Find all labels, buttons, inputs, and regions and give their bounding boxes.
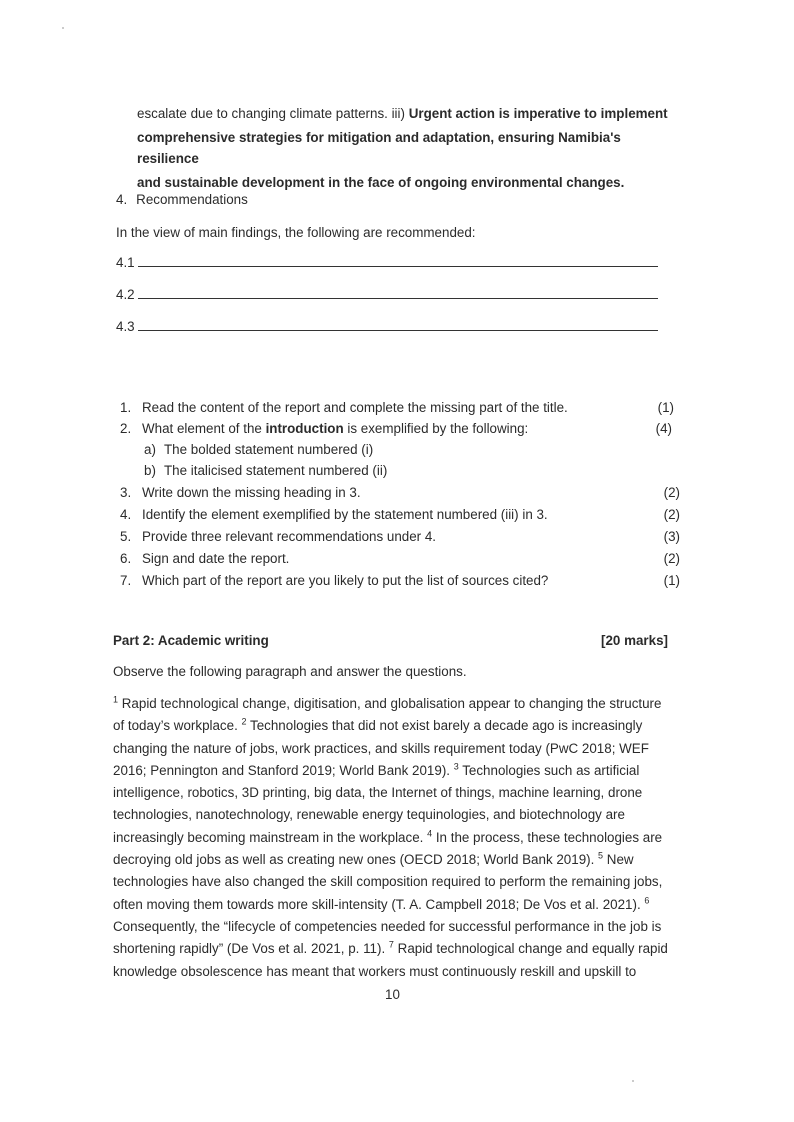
question-1: 1. Read the content of the report and complete the missing part of the title. (1) (120, 400, 674, 415)
recommendations-heading: 4. Recommendations (116, 192, 248, 207)
recommendation-item-1[interactable]: 4.1 (116, 252, 658, 273)
question-4: 4. Identify the element exemplified by the statement numbered (iii) in 3. (2) (120, 507, 680, 522)
sentence-number: 1 (113, 694, 119, 705)
scan-speck (632, 1080, 634, 1082)
sentence-number: 5 (598, 850, 604, 861)
part2-instruction: Observe the following paragraph and answer the questions. (113, 664, 467, 679)
sentence-number: 2 (241, 716, 247, 727)
paragraph-line: often moving them towards more skill-intensity (T. A. Campbell 2018; De Vos et al. 2021). $^6$ (113, 895, 650, 912)
subquestion-a: a) The bolded statement numbered (i) (144, 442, 374, 457)
sentence-number: 6 (644, 895, 650, 906)
question-5: 5. Provide three relevant recommendations under 4. (3) (120, 529, 680, 544)
question-6: 6. Sign and date the report. (2) (120, 551, 680, 566)
recommendation-item-3[interactable]: 4.3 (116, 316, 658, 337)
paragraph-line: shortening rapidly” (De Vos et al. 2021, p. 11). $^7$ Rapid technological change and equally rapid (113, 939, 668, 957)
academic-paragraph (113, 693, 680, 983)
paragraph-line: increasingly becoming mainstream in the workplace. $^4$ In the process, these technologies are (113, 828, 663, 845)
part2-title: Part 2: Academic writing (113, 633, 269, 648)
paragraph-line: 2016; Pennington and Stanford 2019; World Bank 2019). $^3$ Technologies such as artificial (113, 761, 640, 778)
top-paragraph (137, 103, 682, 193)
sentence-number: 4 (427, 828, 433, 839)
recommendation-item-2[interactable]: 4.2 (116, 284, 658, 305)
top-line-3: and sustainable development in the face of ongoing environmental changes. (137, 175, 625, 190)
answer-line[interactable] (138, 252, 658, 267)
question-7: 7. Which part of the report are you likely to put the list of sources cited? (1) (120, 573, 680, 588)
sentence-number: 3 (453, 761, 459, 772)
paragraph-line: decroying old jobs as well as creating new ones (OECD 2018; World Bank 2019). $^5$ New (113, 850, 634, 868)
paragraph-line: of today’s workplace. $^2$ Technologies that did not exist barely a decade ago is increasingly (113, 716, 643, 734)
answer-line[interactable] (138, 284, 658, 299)
paragraph-line: $^1$ Rapid technological change, digitisation, and globalisation appear to changing the structure (113, 694, 662, 711)
page-number: 10 (385, 987, 400, 1002)
subquestion-b: b) The italicised statement numbered (ii) (144, 463, 388, 478)
part2-marks: [20 marks] (601, 633, 668, 648)
question-2: 2. What element of the introduction is exemplified by the following: (4) (120, 421, 672, 436)
paragraph-line: technologies, nanotechnology, renewable energy tequinologies, and biotechnology are (113, 807, 625, 823)
paragraph-line: knowledge obsolescence has meant that workers must continuously reskill and upskill to (113, 963, 637, 979)
recommendations-intro: In the view of main findings, the following are recommended: (116, 225, 476, 240)
answer-line[interactable] (138, 316, 658, 331)
question-3: 3. Write down the missing heading in 3. (2) (120, 485, 680, 500)
paragraph-line: changing the nature of jobs, work practices, and skills requirement today (PwC 2018; WEF (113, 740, 649, 756)
paragraph-line: Consequently, the “lifecycle of competencies needed for successful performance in the job is (113, 918, 662, 934)
top-line-1: escalate due to changing climate patterns. iii) Urgent action is imperative to implement (137, 106, 668, 121)
paragraph-line: intelligence, robotics, 3D printing, big data, the Internet of things, machine learning, drone (113, 785, 643, 801)
top-line-2: comprehensive strategies for mitigation and adaptation, ensuring Namibia's resilience (137, 130, 621, 166)
scan-speck (62, 27, 64, 29)
sentence-number: 7 (388, 939, 394, 950)
paragraph-line: technologies have also changed the skill composition required to perform the remaining jobs, (113, 874, 663, 890)
